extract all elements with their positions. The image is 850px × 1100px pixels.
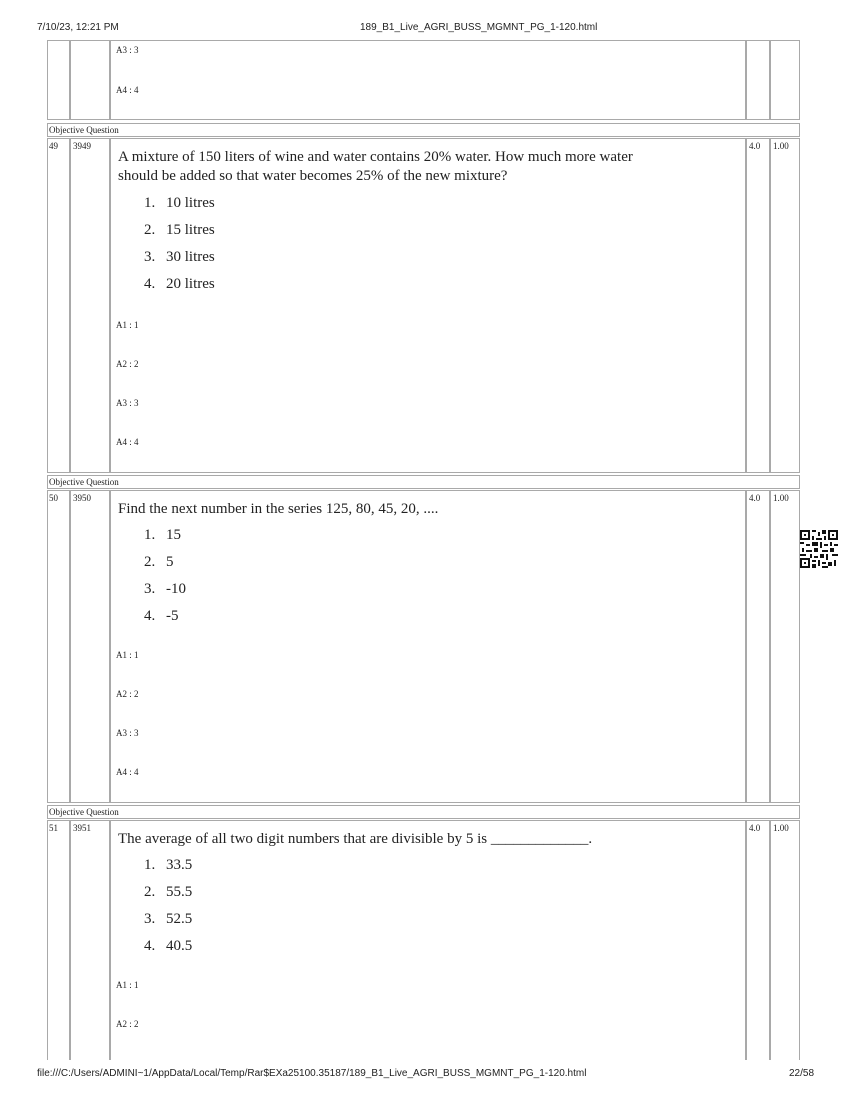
question-text: The average of all two digit numbers that are divisible by 5 is _____________. <box>118 831 593 847</box>
option-number: 2. <box>144 884 156 900</box>
question-type-label: Objective Question <box>49 125 119 135</box>
option-item <box>144 857 192 874</box>
cell-neg <box>770 40 800 120</box>
option-number: 2. <box>144 222 156 238</box>
cell-neg <box>770 820 800 1060</box>
cell-sno <box>47 820 70 1060</box>
qr-code-icon <box>800 530 838 568</box>
option-text: -10 <box>166 581 186 597</box>
cell-qid <box>70 40 110 120</box>
cell-qid <box>70 490 110 803</box>
option-item <box>144 195 215 212</box>
question-type-row <box>47 123 800 137</box>
page-number: 22/58 <box>789 1068 815 1079</box>
answer-code: A1 : 1 <box>116 650 139 660</box>
option-number: 3. <box>144 911 156 927</box>
option-number: 3. <box>144 249 156 265</box>
option-text: 55.5 <box>166 884 193 900</box>
question-text: A mixture of 150 liters of wine and water contains 20% water. How much more water <box>118 149 633 165</box>
marks: 4.0 <box>749 493 761 503</box>
option-text: -5 <box>166 608 179 624</box>
option-text: 10 litres <box>166 195 215 211</box>
option-number: 4. <box>144 938 156 954</box>
cell-marks <box>746 138 770 473</box>
option-number: 4. <box>144 608 156 624</box>
cell-qid <box>70 138 110 473</box>
question-serial: 49 <box>49 141 58 151</box>
option-text: 20 litres <box>166 276 215 292</box>
print-datetime: 7/10/23, 12:21 PM <box>37 22 119 33</box>
option-text: 30 litres <box>166 249 215 265</box>
option-text: 33.5 <box>166 857 193 873</box>
question-serial: 50 <box>49 493 58 503</box>
cell-qid <box>70 820 110 1060</box>
question-text: Find the next number in the series 125, 80, 45, 20, .... <box>118 501 439 517</box>
cell-marks <box>746 40 770 120</box>
document-title: 189_B1_Live_AGRI_BUSS_MGMNT_PG_1-120.html <box>360 22 598 33</box>
answer-code: A3 : 3 <box>116 398 139 408</box>
question-text: should be added so that water becomes 25% of the new mixture? <box>118 168 508 184</box>
option-text: 15 <box>166 527 181 543</box>
answer-code: A2 : 2 <box>116 689 139 699</box>
option-text: 15 litres <box>166 222 215 238</box>
question-id: 3949 <box>73 141 91 151</box>
option-item <box>144 608 179 625</box>
answer-code: A4 : 4 <box>116 437 139 447</box>
cell-question <box>110 820 746 1060</box>
cell-marks <box>746 490 770 803</box>
cell-question <box>110 40 746 120</box>
option-text: 40.5 <box>166 938 193 954</box>
negative-marks: 1.00 <box>773 141 789 151</box>
option-number: 2. <box>144 554 156 570</box>
cell-sno <box>47 138 70 473</box>
option-number: 1. <box>144 857 156 873</box>
answer-code: A4 : 4 <box>116 767 139 777</box>
answer-code: A3 : 3 <box>116 45 139 55</box>
cell-question <box>110 490 746 803</box>
option-number: 4. <box>144 276 156 292</box>
option-number: 1. <box>144 195 156 211</box>
option-item <box>144 884 192 901</box>
option-number: 1. <box>144 527 156 543</box>
question-id: 3951 <box>73 823 91 833</box>
cell-question <box>110 138 746 473</box>
option-item <box>144 938 192 955</box>
cell-sno <box>47 40 70 120</box>
file-path: file:///C:/Users/ADMINI~1/AppData/Local/Temp/Rar$EXa25100.35187/189_B1_Live_AGRI_BUSS_MGMNT_PG_1-120.html <box>37 1068 587 1079</box>
option-item <box>144 249 215 266</box>
cell-sno <box>47 490 70 803</box>
question-type-label: Objective Question <box>49 477 119 487</box>
question-type-row <box>47 805 800 819</box>
option-text: 5 <box>166 554 174 570</box>
option-number: 3. <box>144 581 156 597</box>
cell-marks <box>746 820 770 1060</box>
answer-code: A2 : 2 <box>116 359 139 369</box>
answer-code: A4 : 4 <box>116 85 139 95</box>
option-item <box>144 911 192 928</box>
question-id: 3950 <box>73 493 91 503</box>
negative-marks: 1.00 <box>773 823 789 833</box>
question-type-row <box>47 475 800 489</box>
option-item <box>144 554 174 571</box>
option-item <box>144 581 186 598</box>
option-item <box>144 222 215 239</box>
option-item <box>144 527 181 544</box>
answer-code: A2 : 2 <box>116 1019 139 1029</box>
option-text: 52.5 <box>166 911 193 927</box>
cell-neg <box>770 490 800 803</box>
marks: 4.0 <box>749 823 761 833</box>
question-serial: 51 <box>49 823 58 833</box>
question-type-label: Objective Question <box>49 807 119 817</box>
cell-neg <box>770 138 800 473</box>
answer-code: A1 : 1 <box>116 980 139 990</box>
answer-code: A3 : 3 <box>116 728 139 738</box>
option-item <box>144 276 215 293</box>
marks: 4.0 <box>749 141 761 151</box>
negative-marks: 1.00 <box>773 493 789 503</box>
answer-code: A1 : 1 <box>116 320 139 330</box>
